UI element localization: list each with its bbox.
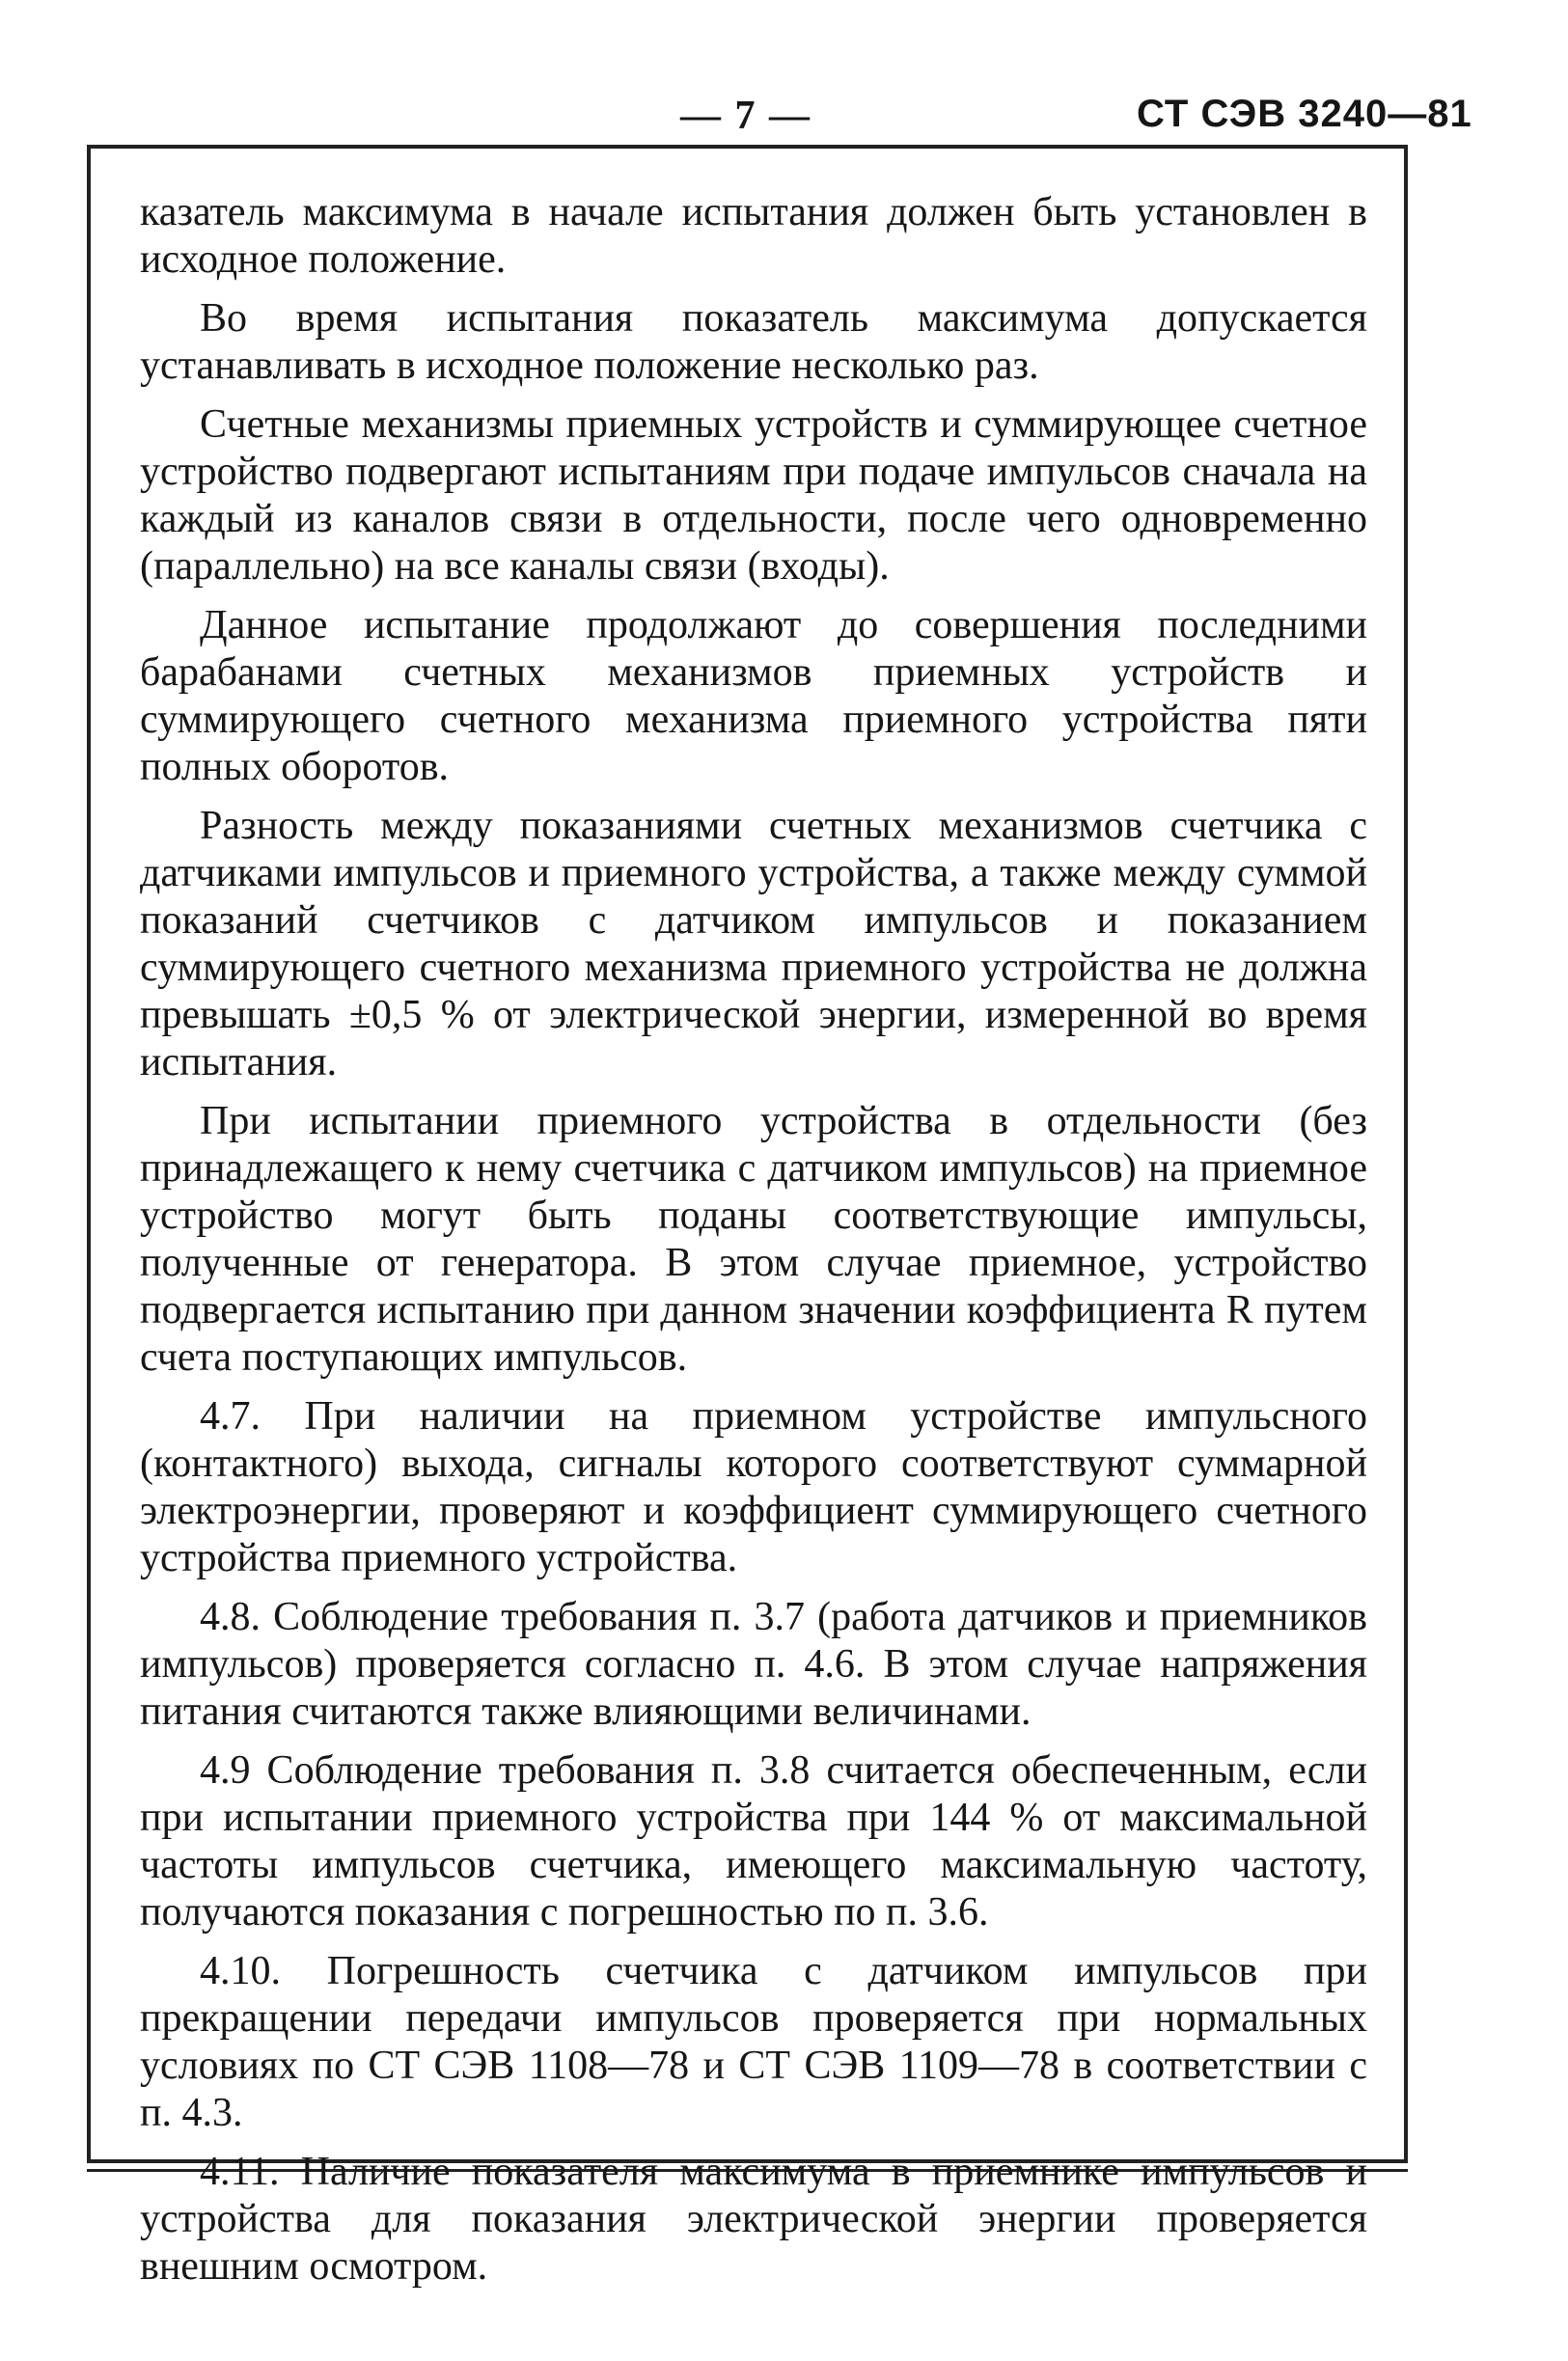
paragraph: Счетные механизмы приемных устройств и суммирующее счетное устройство подвергают испытаниям при подаче импульсов сначала на каждый из каналов связи в отдельности, после чего одновременно (параллельно) на все каналы связи (входы). bbox=[140, 402, 1367, 589]
paragraph: Во время испытания показатель максимума допускается устанавливать в исходное положение несколько раз. bbox=[140, 296, 1367, 388]
document-body bbox=[140, 189, 1367, 2302]
paragraph: Данное испытание продолжают до совершения последними барабанами счетных механизмов приемных устройств и суммирующего счетного механизма приемного устройства пяти полных оборотов. bbox=[140, 603, 1367, 789]
paragraph: казатель максимума в начале испытания должен быть установлен в исходное положение. bbox=[140, 190, 1367, 282]
paragraph-section-4-11: 4.11. Наличие показателя максимума в приемнике импульсов и устройства для показания электрической энергии проверяется внешним осмотром. bbox=[140, 2150, 1367, 2289]
paragraph-section-4-9: 4.9 Соблюдение требования п. 3.8 считается обеспеченным, если при испытании приемного устройства при 144 % от максимальной частоты импульсов счетчика, имеющего максимальную частоту, получаются показания с погрешностью по п. 3.6. bbox=[140, 1748, 1367, 1935]
page-number: — 7 — bbox=[680, 94, 812, 138]
paragraph: Разность между показаниями счетных механизмов счетчика с датчиками импульсов и приемного устройства, а также между суммой показаний счетчиков с датчиком импульсов и показанием суммирующего счетного механизма приемного устройства не должна превышать ±0,5 % от электрической энергии, измеренной во время испытания. bbox=[140, 804, 1367, 1084]
standard-code: СТ СЭВ 3240—81 bbox=[1137, 93, 1472, 135]
paragraph-section-4-7: 4.7. При наличии на приемном устройстве импульсного (контактного) выхода, сигналы которого соответствуют суммарной электроэнергии, проверяют и коэффициент суммирующего счетного устройства приемного устройства. bbox=[140, 1394, 1367, 1580]
paragraph: При испытании приемного устройства в отдельности (без принадлежащего к нему счетчика с датчиком импульсов) на приемное устройство могут быть поданы соответствующие импульсы, полученные от генератора. В этом случае приемное, устройство подвергается испытанию при данном значении коэффициента R путем счета поступающих импульсов. bbox=[140, 1099, 1367, 1380]
paragraph-section-4-8: 4.8. Соблюдение требования п. 3.7 (работа датчиков и приемников импульсов) проверяется согласно п. 4.6. В этом случае напряжения питания считаются также влияющими величинами. bbox=[140, 1595, 1367, 1734]
paragraph-section-4-10: 4.10. Погрешность счетчика с датчиком импульсов при прекращении передачи импульсов проверяется при нормальных условиях по СТ СЭВ 1108—78 и СТ СЭВ 1109—78 в соответствии с п. 4.3. bbox=[140, 1949, 1367, 2135]
